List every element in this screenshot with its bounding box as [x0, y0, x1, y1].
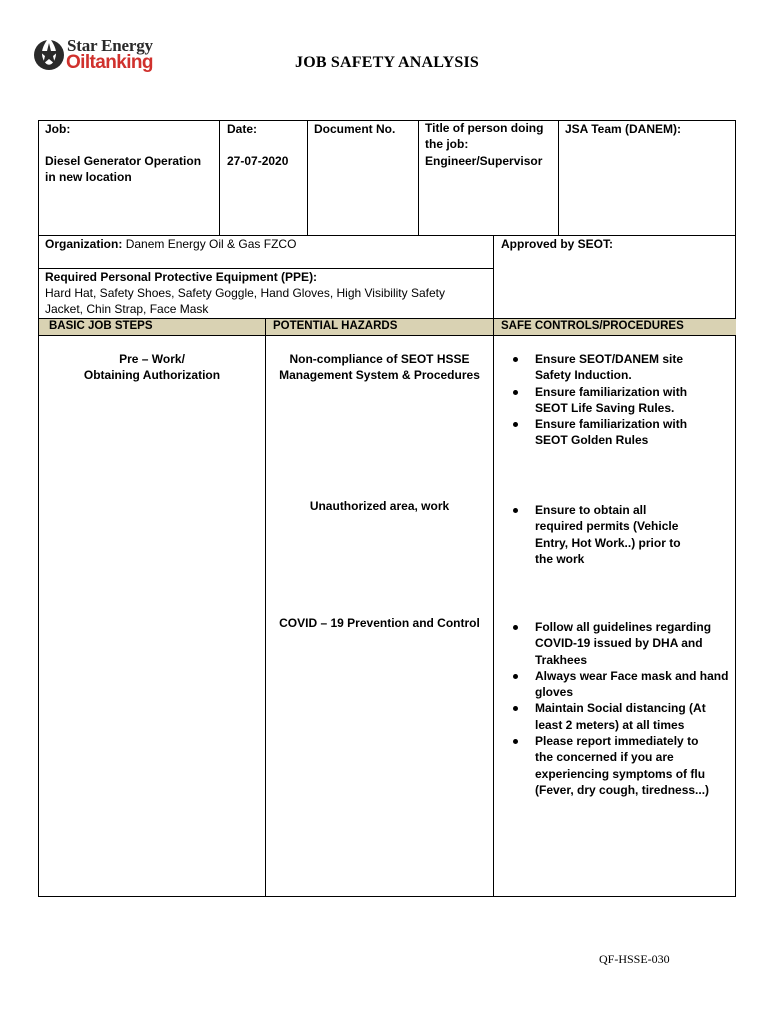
organization-value: Danem Energy Oil & Gas FZCO: [125, 237, 297, 251]
date-label: Date:: [227, 122, 258, 136]
document-no-label: Document No.: [314, 122, 396, 136]
organization-field: [45, 236, 296, 252]
form-code: QF-HSSE-030: [599, 952, 670, 966]
control-item: Please report immediately to the concerned if you are experiencing symptoms of flu (Fever, dry cough, tiredness...): [509, 733, 735, 798]
person-title-value: Engineer/Supervisor: [425, 154, 543, 168]
document-title: JOB SAFETY ANALYSIS: [295, 54, 480, 71]
step-1-text: Pre – Work/ Obtaining Authorization: [83, 352, 221, 382]
controls-list-3: [509, 619, 735, 798]
control-item: Follow all guidelines regarding COVID-19 issued by DHA and Trakhees: [509, 619, 735, 668]
control-item: Maintain Social distancing (At least 2 meters) at all times: [509, 700, 735, 733]
column-header-hazards: POTENTIAL HAZARDS: [273, 320, 398, 332]
control-item: Ensure familiarization with SEOT Life Saving Rules.: [509, 384, 735, 417]
hazard-1-text: Non-compliance of SEOT HSSE Management System & Procedures: [279, 352, 480, 382]
column-header-controls: SAFE CONTROLS/PROCEDURES: [501, 320, 684, 332]
controls-list-2: [509, 502, 735, 567]
column-header-steps: BASIC JOB STEPS: [49, 320, 153, 332]
controls-list-1: [509, 351, 735, 449]
brand-name-bottom: Oiltanking: [66, 52, 153, 73]
jsa-team-label: JSA Team (DANEM):: [565, 122, 682, 136]
brand-name-top: Star Energy: [67, 36, 153, 55]
job-value: Diesel Generator Operation in new location: [45, 154, 202, 184]
approved-by-label: Approved by SEOT:: [501, 237, 614, 251]
person-title-label: Title of person doing the job:: [425, 121, 544, 151]
ppe-value: Hard Hat, Safety Shoes, Safety Goggle, Hand Gloves, High Visibility Safety Jacket, Chin Strap, Face Mask: [45, 286, 445, 316]
ppe-label: Required Personal Protective Equipment (PPE):: [45, 270, 318, 284]
organization-label: Organization:: [45, 237, 123, 251]
control-item: Always wear Face mask and hand gloves: [509, 668, 735, 701]
control-item: Ensure SEOT/DANEM site Safety Induction.: [509, 351, 735, 384]
job-label: Job:: [45, 122, 71, 136]
hazard-3-text: COVID – 19 Prevention and Control: [279, 616, 480, 630]
hazard-2-text: Unauthorized area, work: [309, 499, 450, 513]
control-item: Ensure familiarization with SEOT Golden Rules: [509, 416, 735, 449]
date-value: 27-07-2020: [227, 154, 289, 168]
control-item: Ensure to obtain all required permits (Vehicle Entry, Hot Work..) prior to the work: [509, 502, 735, 567]
